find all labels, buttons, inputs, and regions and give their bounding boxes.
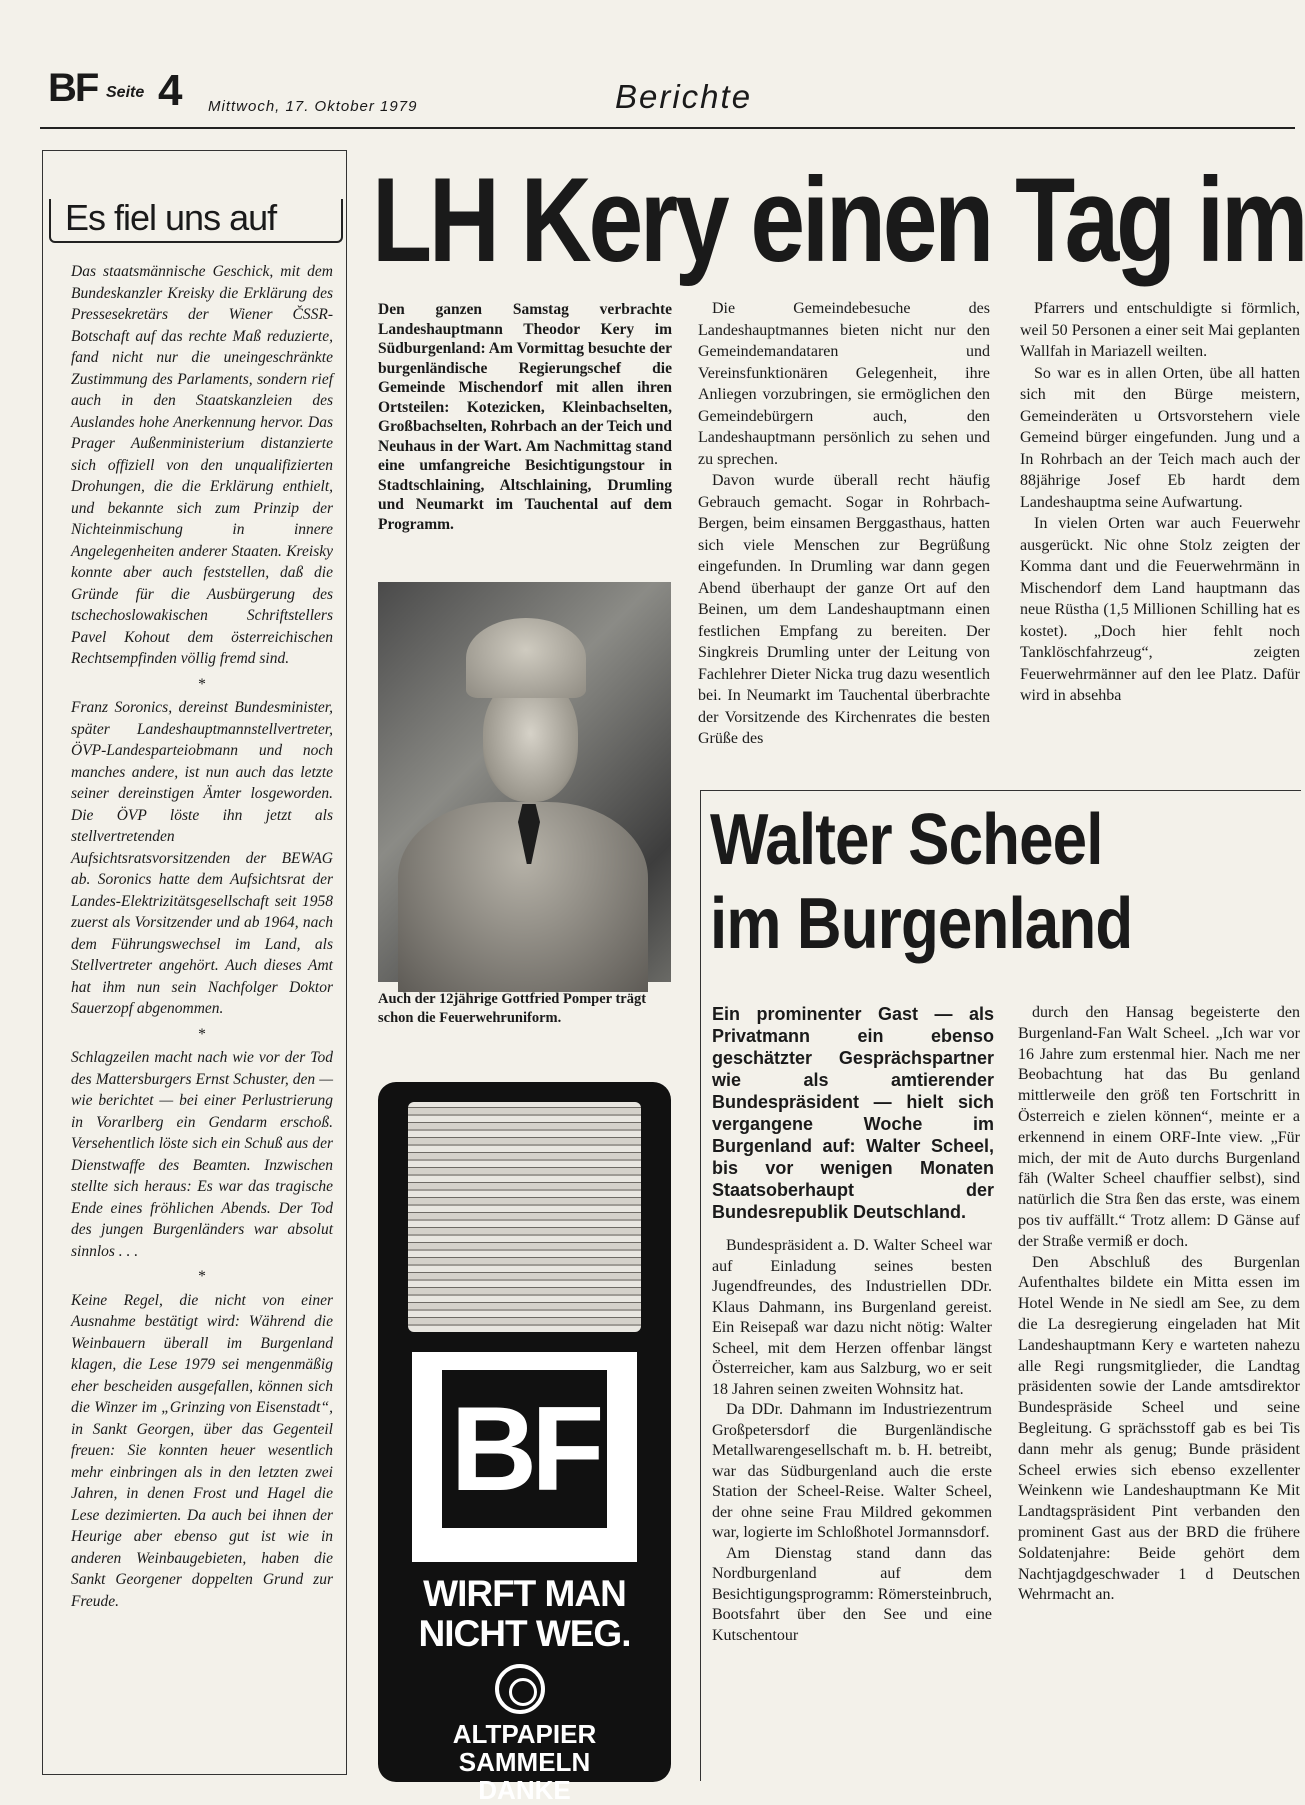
article-column (1020, 298, 1300, 768)
article-lead: Den ganzen Samstag verbrachte Landeshauptmann Theodor Kery im Südburgenland: Am Vormittag besuchte der burgenländische Regierungschef die Gemeinde Mischendorf mit allen ihren Ortsteilen: Kotezicken, Kleinbachselten, Großbachselten, Rohrbach an der Teich und Neuhaus in der Wart. Am Nachmittag stand eine umfangreiche Besichtigungstour in Stadtschlaining, Altschlaining, Drumling und Neumarkt im Tauchental auf dem Programm. (378, 301, 672, 533)
ad-slogan-line: NICHT WEG. (418, 1613, 631, 1654)
photo-firefighter-boy (378, 582, 671, 982)
article2-lead: Ein prominenter Gast — als Privatmann ein ebenso geschätzter Gesprächspartner wie als amtierender Bundespräsident — hielt sich vergangene Woche im Burgenland auf: Walter Scheel, bis vor wenigen Monaten Staatsoberhaupt der Bundesrepublik Deutschland. (712, 1004, 994, 1222)
column-paragraph: Keine Regel, die nicht von einer Ausnahme bestätigt wird: Während die Weinbauern überall im Burgenland klagen, die Lese 1979 sei mengenmäßig eher bescheiden ausgefallen, können sich die Winzer im „Grinzing von Eisenstadt“, in Sankt Georgen, über das Gegenteil freuen: Sie konnten heuer wesentlich mehr einbringen als in den letzten zwei Jahren, in denen Frost und Hagel die Lese dezimierten. Da auch bei ihnen der Heurige aber ebenso gut ist wie in anderen Weinbaugebieten, haben die Sankt Georgener doppelten Grund zur Freude. (71, 1291, 333, 1610)
article2-headline (710, 798, 1222, 966)
page-label: Seite (106, 84, 145, 101)
newspaper-bundle-image (408, 1102, 641, 1332)
article-column (698, 298, 990, 750)
ad-logo-box (412, 1352, 637, 1562)
article2-column (1018, 1003, 1300, 1763)
bf-logo: BF (48, 66, 98, 110)
separator-star: * (198, 675, 206, 693)
article-paragraph: Den Abschluß des Burgenlan Aufenthaltes bildete ein Mitta essen im Hotel Wende in Ne siedl am See, zu dem die La desregierung eingeladen hat Mit Landeshauptmann Kery e warteten nahezu alle Regi rungsmitglieder, die Landtag präsidenten sowie der Lande amtsdirektor Bundespräside Scheel und seine Begleitung. G sprächsstoff gab es bei Tis dann mehr als genug; Bunde präsident Scheel erwies sich ebenso exzellenter Weinkenn wie Landeshauptmann Ke Mit Landtagspräsident Pint verbanden den prominent Gast aus der BRD die frühere Soldatenjahre: Beide gehört dem Nachtjagdgeschwader 1 d Deutschen Wehrmacht an. (1018, 1253, 1300, 1604)
article-headline: LH Kery einen Tag im (372, 153, 1305, 287)
separator-star: * (198, 1025, 206, 1043)
ad-tagline-line: DANKE (478, 1775, 571, 1805)
masthead (40, 60, 1295, 130)
separator-star: * (198, 1268, 206, 1285)
article-paragraph: Die Gemeindebesuche des Landeshauptmannes bieten nicht nur den Gemeindemandataren und Vereinsfunktionären Gelegenheit, ihre Anliegen vorzubringen, sie ermöglichen den Gemeindebürgern auch, den Landeshauptmann persönlich zu sehen und zu sprechen. (698, 300, 990, 468)
article-paragraph: So war es in allen Orten, übe all hatten sich mit den Bürge meistern, Gemeinderäten u Ortsvorstehern viele Gemeind bürger eingefunden. Jung und a In Rohrbach an der Teich mach auch der 88jährige Josef Eb hardt dem Landeshauptma seine Aufwartung. (1020, 364, 1300, 511)
ad-slogan-line: WIRFT MAN (423, 1573, 626, 1614)
issue-date: Mittwoch, 17. Oktober 1979 (208, 98, 418, 115)
article-paragraph: Davon wurde überall recht häufig Gebrauch gemacht. Sogar in Rohrbach-Bergen, beim einsamen Berggasthaus, hatten sich viele Menschen zur Begrüßung eingefunden. In Drumling war dann gegen Abend überhaupt der ganze Ort auf den Beinen, um dem Landeshauptmann einen festlichen Empfang zu bereiten. Der Singkreis Drumling unter der Leitung von Fachlehrer Dieter Nicka trug dazu wesentlich bei. In Neumarkt im Tauchental überbrachte der Vorsitzende des Kirchenrates die besten Grüße des (698, 472, 990, 747)
ad-slogan (378, 1574, 671, 1654)
headline-line: im Burgenland (710, 884, 1133, 964)
article-paragraph: Bundespräsident a. D. Walter Scheel war auf Einladung seines besten Jugendfreundes, des Industriellen DDr. Klaus Dahmann, ins Burgenland gereist. Ein Reisepaß war dazu nicht nötig: Walter Scheel, mit dem Herzen offenbar längst Österreicher, kam aus Salzburg, wo er seit 18 Jahren seinen zweiten Wohnsitz hat. (712, 1237, 992, 1398)
article-paragraph: durch den Hansag begeisterte den Burgenland-Fan Walt Scheel. „Ich war vor 16 Jahre zum erstenmal hier. Nach me ner Beobachtung hat das Bu genland mittlerweile den größ ten Fortschritt in Österreich e zielen können“, meinte er a erkennend in einem ORF-Inte view. „Für mich, der mit de Auto durchs Burgenland fäh (Walter Scheel chauffier selbst), sind natürlich die Stra ßen das erste, was einem pos tiv auffällt.“ Trotz allem: D Gänse auf der Straße vermiß er doch. (1018, 1004, 1300, 1250)
headline-line: Walter Scheel (710, 800, 1103, 880)
column-paragraph: Franz Soronics, dereinst Bundesminister, später Landeshauptmannstellvertreter, ÖVP-Landesparteiobmann und noch manches andere, ist nun auch das letzte seiner dereinstigen Ämter losgeworden. Die ÖVP löste ihn jetzt als stellvertretenden Aufsichtsratsvorsitzenden der BEWAG ab. Soronics hatte dem Aufsichtsrat der Landes-Elektrizitätsgesellschaft seit 1958 zuerst als Vorsitzender und ab 1964, nach dem Führungswechsel im Land, als Stellvertreter angehört. Auch dieses Amt hat ihm nun sein Nachfolger Doktor Sauerzopf abgenommen. (71, 699, 333, 1017)
column-paragraph: Schlagzeilen macht nach wie vor der Tod des Mattersburgers Ernst Schuster, den — wie berichtet — bei einer Perlustrierung in Vorarlberg ein Gendarm erschoß. Versehentlich löste sich ein Schuß aus der Dienstwaffe des Beamten. Inzwischen stellte sich heraus: Es war das tragische Ende eines fröhlichen Abends. Der Tod des jungen Burgenländers war absolut sinnlos . . . (71, 1049, 333, 1260)
article-paragraph: Am Dienstag stand dann das Nordburgenland auf dem Besichtigungsprogramm: Römersteinbruch, Bootsfahrt über den See und eine Kutschentour (712, 1544, 992, 1644)
masthead-rule (40, 127, 1295, 129)
column-title: Es fiel uns auf (65, 197, 277, 238)
article2-column (712, 1236, 992, 1646)
ad-tagline-line: SAMMELN (458, 1747, 591, 1777)
section-title: Berichte (615, 78, 753, 115)
article-paragraph: Pfarrers und entschuldigte si förmlich, weil 50 Personen a einer seit Mai geplanten Wallfah in Mariazell weilten. (1020, 300, 1300, 360)
column-paragraph: Das staatsmännische Geschick, mit dem Bundeskanzler Kreisky die Erklärung des Pressesekretärs der Wiener ČSSR-Botschaft auf das rechte Maß reduzierte, fand nicht nur die uneingeschränkte Zustimmung des Parlaments, sondern rief auch in den Staatskanzleien des Auslandes hohe Anerkennung hervor. Das Prager Außenministerium distanzierte sich offiziell von den unqualifizierten Drohungen, die die Erklärung enthielt, und bekannte sich zum Prinzip der Nichteinmischung in innere Angelegenheiten anderer Staaten. Kreisky konnte aber auch feststellen, daß die Gründe für die Ausbürgerung des tschechoslowakischen Schriftstellers Pavel Kohout dem österreichischen Rechtsempfinden völlig fremd sind. (71, 263, 333, 667)
recycle-icon (495, 1664, 545, 1714)
page-number: 4 (158, 66, 183, 115)
ad-logo: BF (442, 1370, 607, 1528)
column-box (42, 150, 347, 1775)
column-body (71, 261, 333, 1612)
altpapier-ad (378, 1082, 671, 1805)
photo-caption: Auch der 12jährige Gottfried Pomper trägt schon die Feuerwehruniform. (378, 991, 647, 1026)
ad-tagline (378, 1720, 671, 1804)
ad-tagline-line: ALTPAPIER (452, 1719, 597, 1749)
article-paragraph: In vielen Orten war auch Feuerwehr ausgerückt. Nic ohne Stolz zeigten der Komma dant und die Feuerwehrmänn in Mischendorf dem Land hauptmann das neue Rüstha (1,5 Millionen Schilling hat es kostet). „Doch hier fehlt noch Tanklöschfahrzeug“, zeigten Feuerwehrmänner auf den lee Platz. Dafür wird in absehba (1020, 515, 1300, 704)
article-paragraph: Da DDr. Dahmann im Industriezentrum Großpetersdorf die Burgenländische Metallwarengesellschaft m. b. H. betreibt, war das Südburgenland auch die erste Station der Scheel-Reise. Walter Scheel, der ohne seine Frau Mildred gekommen war, logierte im Schloßhotel Jormannsdorf. (712, 1401, 992, 1541)
